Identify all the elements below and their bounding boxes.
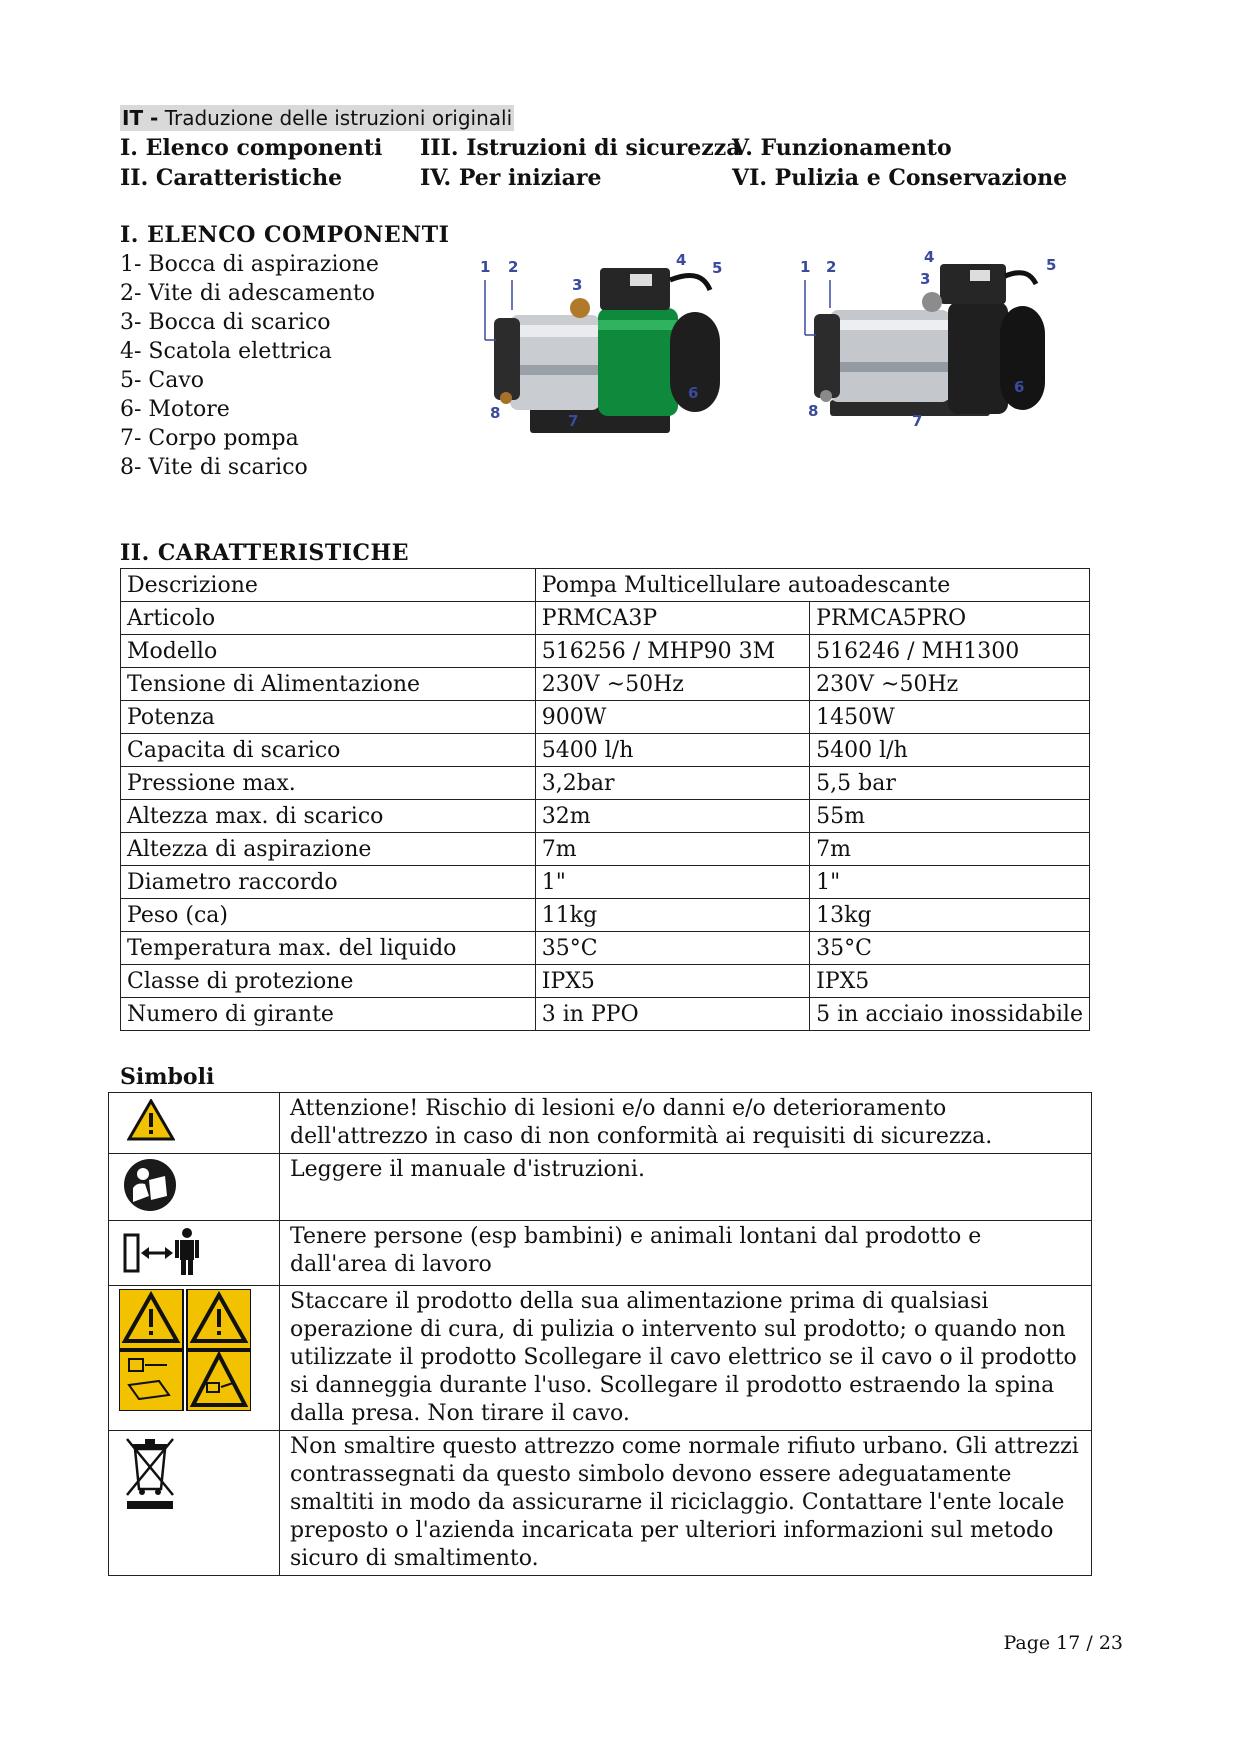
spec-value-prmca5pro: 55m: [810, 800, 1090, 833]
spec-value-prmca5pro: 7m: [810, 833, 1090, 866]
header-title: Traduzione delle istruzioni originali: [164, 106, 513, 130]
callout-6: 6: [1014, 378, 1025, 396]
keep-distance-icon: [121, 1225, 211, 1277]
pump-photo-prmca5pro: [800, 250, 1070, 440]
symbol-icon-cell: [109, 1286, 280, 1431]
page-number: Page 17 / 23: [1003, 1632, 1123, 1654]
spec-value-prmca5pro: 1450W: [810, 701, 1090, 734]
spec-value-prmca5pro: 516246 / MH1300: [810, 635, 1090, 668]
table-row: [121, 833, 1090, 866]
list-item: 8- Vite di scarico: [120, 455, 308, 480]
spec-value-prmca3p: 3,2bar: [535, 767, 809, 800]
spec-value-prmca5pro: 35°C: [810, 932, 1090, 965]
weee-bin-icon: [123, 1435, 177, 1511]
unplug-warning-icon: [119, 1289, 251, 1411]
list-item: 5- Cavo: [120, 368, 205, 393]
spec-value-prmca3p: 5400 l/h: [535, 734, 809, 767]
callout-3: 3: [572, 276, 583, 294]
symbols-title: Simboli: [120, 1064, 215, 1090]
callout-5: 5: [1046, 256, 1057, 274]
spec-value-prmca3p: 1": [535, 866, 809, 899]
toc-item-1: I. Elenco componenti: [120, 135, 383, 161]
list-item: 1- Bocca di aspirazione: [120, 252, 379, 277]
pump-head: [494, 318, 520, 400]
callout-1: 1: [800, 258, 811, 276]
spec-value-prmca3p: 900W: [535, 701, 809, 734]
table-row: [121, 701, 1090, 734]
language-code: IT -: [122, 106, 159, 130]
toc-item-3: III. Istruzioni di sicurezza: [420, 135, 741, 161]
spec-label: Peso (ca): [121, 899, 536, 932]
specs-title: II. CARATTERISTICHE: [120, 540, 410, 566]
table-row: [109, 1431, 1092, 1576]
language-header: [120, 105, 514, 131]
spec-label: Articolo: [121, 602, 536, 635]
symbol-icon-cell: [109, 1154, 280, 1221]
spec-label: Tensione di Alimentazione: [121, 668, 536, 701]
callout-7: 7: [912, 412, 923, 430]
spec-value-prmca5pro: 1": [810, 866, 1090, 899]
table-row: [109, 1093, 1092, 1154]
pump-cable: [670, 275, 710, 290]
spec-value-prmca3p: 7m: [535, 833, 809, 866]
spec-value-prmca5pro: PRMCA5PRO: [810, 602, 1090, 635]
spec-value: Pompa Multicellulare autoadescante: [535, 569, 1089, 602]
spec-label: Pressione max.: [121, 767, 536, 800]
spec-value-prmca5pro: IPX5: [810, 965, 1090, 998]
spec-value-prmca5pro: 230V ~50Hz: [810, 668, 1090, 701]
spec-value-prmca5pro: 5,5 bar: [810, 767, 1090, 800]
toc-item-2: II. Caratteristiche: [120, 165, 343, 191]
spec-value-prmca3p: IPX5: [535, 965, 809, 998]
callout-8: 8: [808, 402, 819, 420]
table-row: [109, 1286, 1092, 1431]
spec-label: Descrizione: [121, 569, 536, 602]
symbol-text: Tenere persone (esp bambini) e animali lontani dal prodotto e dall'area di lavoro: [280, 1221, 1092, 1286]
symbol-icon-cell: [109, 1431, 280, 1576]
table-row: [121, 734, 1090, 767]
table-row: [109, 1154, 1092, 1221]
list-item: 2- Vite di adescamento: [120, 281, 376, 306]
table-row: [121, 899, 1090, 932]
spec-label: Diametro raccordo: [121, 866, 536, 899]
toc-item-6: VI. Pulizia e Conservazione: [732, 165, 1068, 191]
spec-label: Altezza di aspirazione: [121, 833, 536, 866]
table-row: [121, 668, 1090, 701]
symbol-text: Leggere il manuale d'istruzioni.: [280, 1154, 1092, 1221]
read-manual-icon: [121, 1158, 179, 1212]
spec-value-prmca3p: 516256 / MHP90 3M: [535, 635, 809, 668]
callout-2: 2: [826, 258, 837, 276]
symbol-text: Non smaltire questo attrezzo come normale rifiuto urbano. Gli attrezzi contrassegnati da questo simbolo devono essere adeguatamente smaltiti in modo da assicurarne il riciclaggio. Contattare l'ente locale preposto o l'azienda incaricata per ulteriori informazioni sul metodo sicuro di smaltimento.: [280, 1431, 1092, 1576]
table-row: [121, 602, 1090, 635]
list-item: 3- Bocca di scarico: [120, 310, 331, 335]
spec-value-prmca3p: 35°C: [535, 932, 809, 965]
table-row: [121, 965, 1090, 998]
spec-label: Classe di protezione: [121, 965, 536, 998]
components-title: I. ELENCO COMPONENTI: [120, 222, 450, 248]
spec-value-prmca3p: PRMCA3P: [535, 602, 809, 635]
spec-label: Potenza: [121, 701, 536, 734]
callout-6: 6: [688, 384, 699, 402]
components-list: [120, 250, 379, 482]
specs-table: [120, 568, 1090, 1031]
spec-value-prmca3p: 11kg: [535, 899, 809, 932]
warning-triangle-icon: [127, 1099, 175, 1141]
spec-label: Capacita di scarico: [121, 734, 536, 767]
callout-7: 7: [568, 412, 579, 430]
list-item: 4- Scatola elettrica: [120, 339, 332, 364]
spec-value-prmca3p: 32m: [535, 800, 809, 833]
table-row: [121, 866, 1090, 899]
symbol-text: Attenzione! Rischio di lesioni e/o danni e/o deterioramento dell'attrezzo in caso di non conformità ai requisiti di sicurezza.: [280, 1093, 1092, 1154]
pump-head: [814, 314, 840, 398]
symbol-icon-cell: [109, 1093, 280, 1154]
list-item: 6- Motore: [120, 397, 230, 422]
list-item: 7- Corpo pompa: [120, 426, 299, 451]
table-row: [121, 767, 1090, 800]
symbols-table: [108, 1092, 1092, 1576]
spec-value-prmca3p: 3 in PPO: [535, 998, 809, 1031]
table-row: [121, 800, 1090, 833]
symbol-text: Staccare il prodotto della sua alimentazione prima di qualsiasi operazione di cura, di pulizia o intervento sul prodotto; o quando non utilizzate il prodotto Scollegare il cavo elettrico se il cavo o il prodotto si danneggia durante l'uso. Scollegare il prodotto estraendo la spina dalla presa. Non tirare il cavo.: [280, 1286, 1092, 1431]
table-row: [121, 569, 1090, 602]
pump-motor: [948, 302, 1008, 414]
callout-4: 4: [676, 251, 687, 269]
callout-3: 3: [920, 270, 931, 288]
spec-value-prmca5pro: 13kg: [810, 899, 1090, 932]
table-row: [121, 998, 1090, 1031]
callout-4: 4: [924, 250, 935, 266]
callout-8: 8: [490, 404, 501, 422]
spec-label: Altezza max. di scarico: [121, 800, 536, 833]
table-row: [121, 932, 1090, 965]
table-row: [109, 1221, 1092, 1286]
spec-label: Numero di girante: [121, 998, 536, 1031]
toc-item-5: V. Funzionamento: [732, 135, 952, 161]
symbol-icon-cell: [109, 1221, 280, 1286]
table-row: [121, 635, 1090, 668]
pump-cable: [1005, 273, 1036, 284]
callout-5: 5: [712, 259, 723, 277]
spec-value-prmca5pro: 5400 l/h: [810, 734, 1090, 767]
callout-2: 2: [508, 258, 519, 276]
pump-photo-prmca3p: [480, 250, 750, 440]
spec-label: Temperatura max. del liquido: [121, 932, 536, 965]
callout-1: 1: [480, 258, 491, 276]
spec-label: Modello: [121, 635, 536, 668]
spec-value-prmca3p: 230V ~50Hz: [535, 668, 809, 701]
toc-item-4: IV. Per iniziare: [420, 165, 602, 191]
spec-value-prmca5pro: 5 in acciaio inossidabile: [810, 998, 1090, 1031]
